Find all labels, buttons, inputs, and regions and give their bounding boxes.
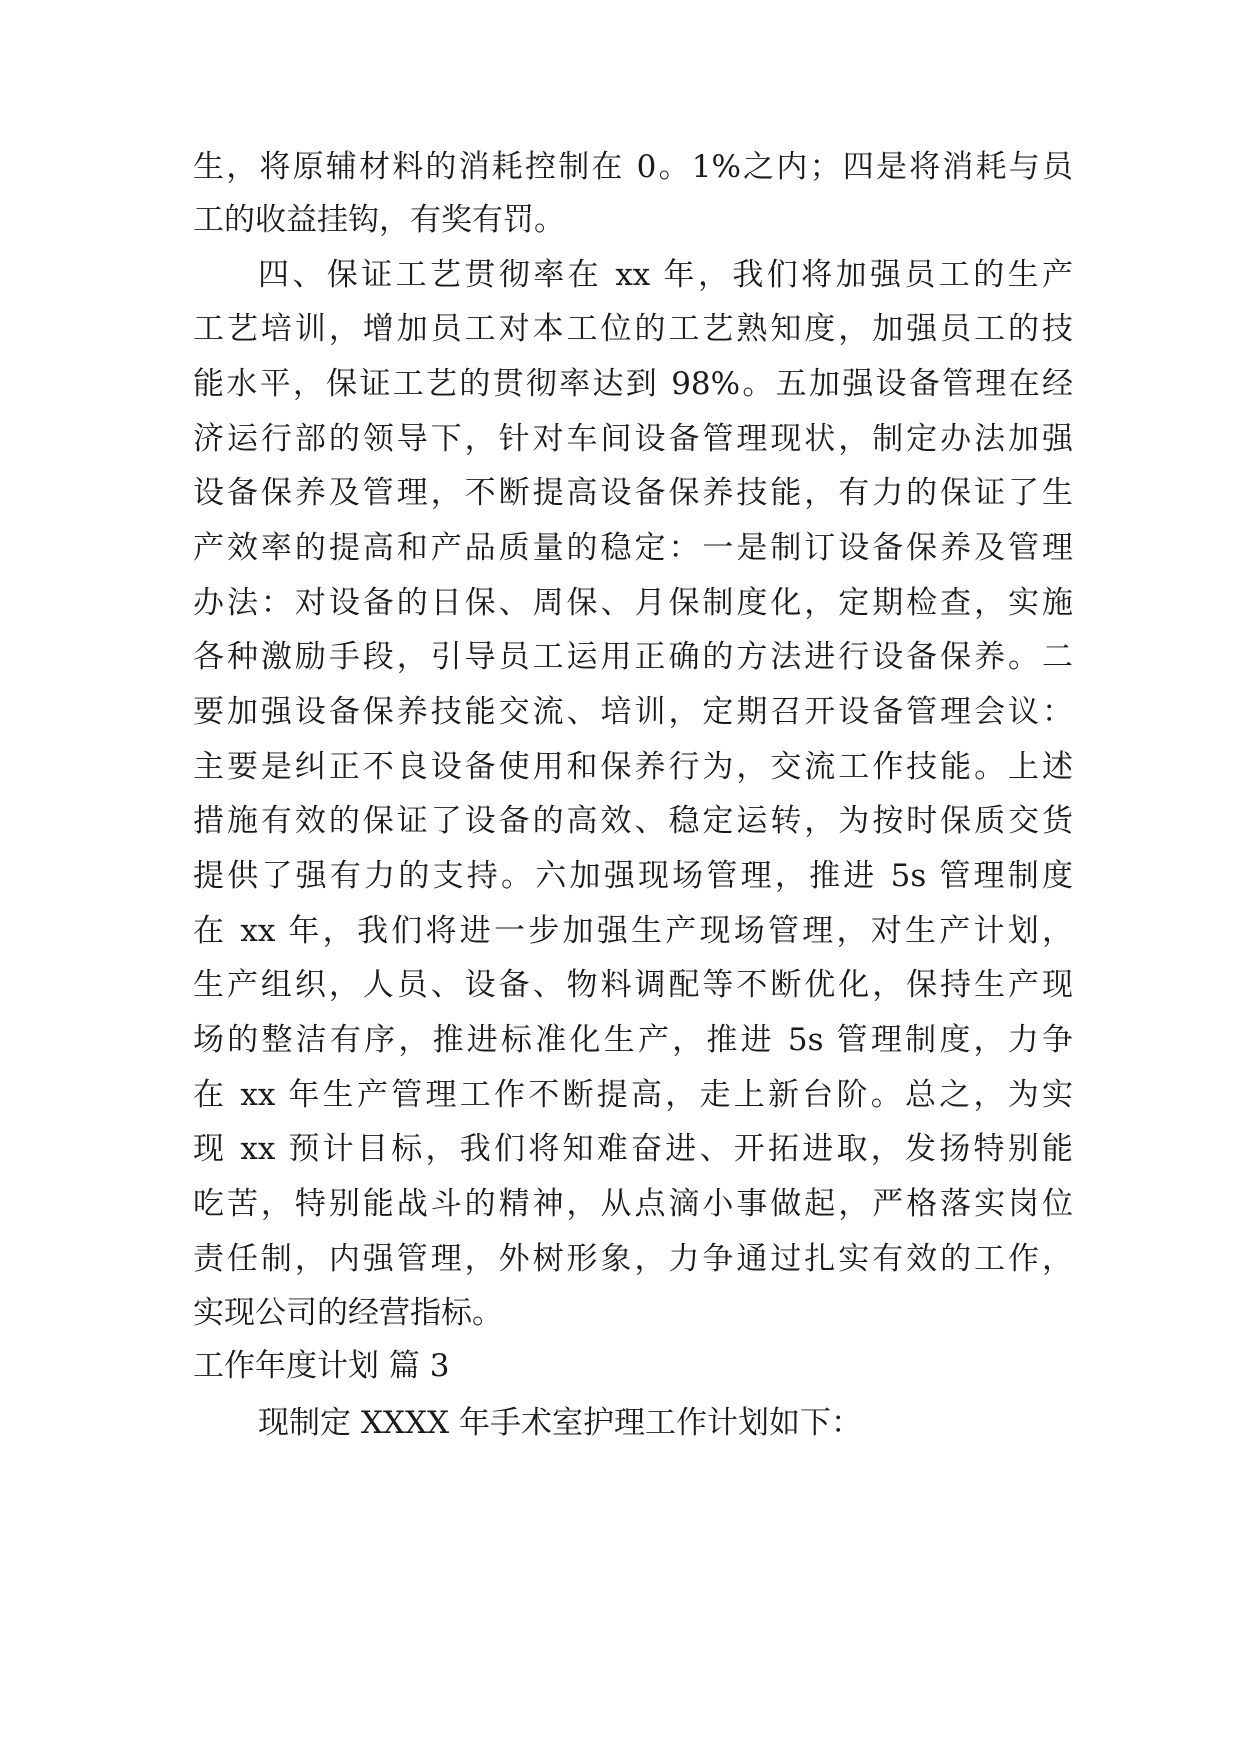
paragraph-line: 工艺培训，增加员工对本工位的工艺熟知度，加强员工的技 — [193, 311, 1073, 347]
paragraph-line: 设备保养及管理，不断提高设备保养技能，有力的保证了生 — [193, 475, 1073, 511]
paragraph-line: 能水平，保证工艺的贯彻率达到 98%。五加强设备管理在经 — [193, 366, 1073, 402]
paragraph-line: 场的整洁有序，推进标准化生产，推进 5s 管理制度，力争 — [193, 1022, 1073, 1058]
paragraph-line: 办法：对设备的日保、周保、月保制度化，定期检查，实施 — [193, 585, 1073, 621]
paragraph-line: 济运行部的领导下，针对车间设备管理现状，制定办法加强 — [193, 421, 1073, 457]
section-heading: 工作年度计划 篇 3 — [193, 1348, 450, 1384]
paragraph-line: 在 xx 年生产管理工作不断提高，走上新台阶。总之，为实 — [193, 1077, 1073, 1113]
plan-intro: 现制定 XXXX 年手术室护理工作计划如下： — [258, 1405, 862, 1441]
paragraph-line: 产效率的提高和产品质量的稳定：一是制订设备保养及管理 — [193, 530, 1073, 566]
paragraph-line: 措施有效的保证了设备的高效、稳定运转，为按时保质交货 — [193, 803, 1073, 839]
paragraph-line: 各种激励手段，引导员工运用正确的方法进行设备保养。二 — [193, 639, 1073, 675]
paragraph-line: 主要是纠正不良设备使用和保养行为，交流工作技能。上述 — [193, 749, 1073, 785]
paragraph-line: 吃苦，特别能战斗的精神，从点滴小事做起，严格落实岗位 — [193, 1186, 1073, 1222]
paragraph-line: 实现公司的经营指标。 — [193, 1295, 503, 1331]
paragraph-line: 工的收益挂钩，有奖有罚。 — [193, 202, 565, 238]
paragraph-line: 生，将原辅材料的消耗控制在 0。1%之内；四是将消耗与员 — [193, 149, 1073, 185]
paragraph-line: 提供了强有力的支持。六加强现场管理，推进 5s 管理制度 — [193, 858, 1073, 894]
paragraph-line: 现 xx 预计目标，我们将知难奋进、开拓进取，发扬特别能 — [193, 1131, 1073, 1167]
paragraph-line: 要加强设备保养技能交流、培训，定期召开设备管理会议： — [193, 694, 1073, 730]
paragraph-line: 责任制，内强管理，外树形象，力争通过扎实有效的工作， — [193, 1241, 1073, 1277]
paragraph-line: 四、保证工艺贯彻率在 xx 年，我们将加强员工的生产 — [258, 257, 1073, 293]
paragraph-line: 在 xx 年，我们将进一步加强生产现场管理，对生产计划， — [193, 913, 1073, 949]
paragraph-line: 生产组织，人员、设备、物料调配等不断优化，保持生产现 — [193, 967, 1073, 1003]
